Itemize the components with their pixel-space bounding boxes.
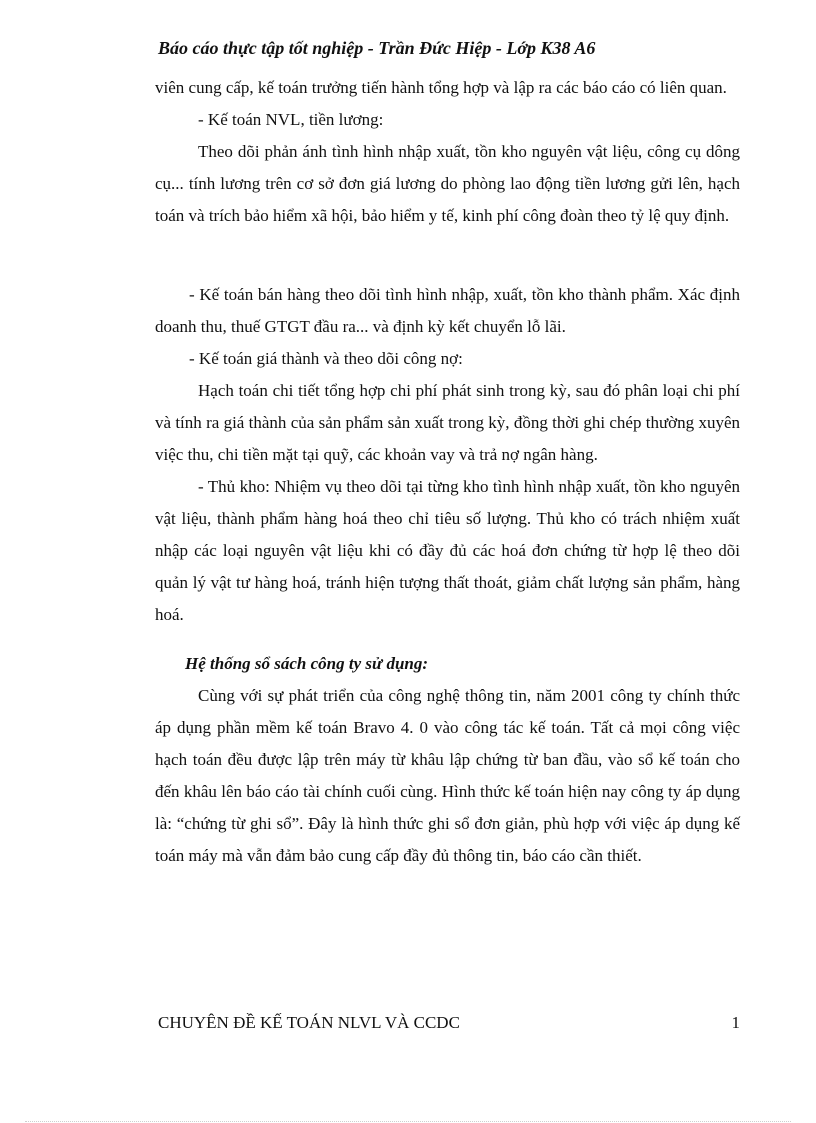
paragraph: Cùng với sự phát triển của công nghệ thông tin, năm 2001 công ty chính thức áp dụng phần mềm kế toán Bravo 4. 0 vào công tác kế toán. Tất cả mọi công việc hạch toán đều được lập trên máy từ khâu lập chứng từ ban đầu, vào sổ kế toán cho đến khâu lên báo cáo tài chính cuối cùng. Hình thức kế toán hiện nay công ty áp dụng là: “chứng từ ghi sổ”. Đây là hình thức ghi sổ đơn giản, phù hợp với việc áp dụng kế toán máy mà vẫn đảm bảo cung cấp đầy đủ thông tin, báo cáo cần thiết. [155,686,740,865]
paragraph: Hạch toán chi tiết tổng hợp chi phí phát sinh trong kỳ, sau đó phân loại chi phí và tính ra giá thành của sản phẩm sản xuất trong kỳ, đồng thời ghi chép thường xuyên việc thu, chi tiền mặt tại quỹ, các khoản vay và trả nợ ngân hàng. [155,381,740,464]
page-number: 1 [731,1013,740,1032]
paragraph: - Kế toán bán hàng theo dõi tình hình nhập, xuất, tồn kho thành phẩm. Xác định doanh thu, thuế GTGT đầu ra... và định kỳ kết chuyển lỗ lãi. [155,285,740,336]
footer-title: CHUYÊN ĐỀ KẾ TOÁN NLVL VÀ CCDC [158,1013,460,1032]
page-header: Báo cáo thực tập tốt nghiệp - Trần Đức Hiệp - Lớp K38 A6 [158,38,596,58]
paragraph: Theo dõi phản ánh tình hình nhập xuất, tồn kho nguyên vật liệu, công cụ dông cụ... tính lương trên cơ sở đơn giá lương do phòng lao động tiền lương gửi lên, hạch toán và trích bảo hiểm xã hội, bảo hiểm y tế, kinh phí công đoàn theo tỷ lệ quy định. [155,142,740,225]
spacer [155,232,740,279]
paragraph-heading-nvl: - Kế toán NVL, tiền lương: [198,110,384,129]
body-text [155,72,740,872]
page-footer [158,1013,740,1033]
paragraph-heading-gia-thanh: - Kế toán giá thành và theo dõi công nợ: [189,349,463,368]
paragraph: - Thủ kho: Nhiệm vụ theo dõi tại từng kho tình hình nhập xuất, tồn kho nguyên vật liệu, thành phẩm hàng hoá theo chỉ tiêu số lượng. Thủ kho có trách nhiệm xuất nhập các loại nguyên vật liệu khi có đầy đủ các hoá đơn chứng từ hợp lệ theo dõi quản lý vật tư hàng hoá, tránh hiện tượng thất thoát, giảm chất lượng sản phẩm, hàng hoá. [155,477,740,624]
page-bottom-divider [25,1121,791,1122]
section-subheading: Hệ thống sổ sách công ty sử dụng: [185,654,429,673]
spacer [155,631,740,648]
paragraph: viên cung cấp, kế toán trưởng tiến hành tổng hợp và lập ra các báo cáo có liên quan. [155,78,727,97]
